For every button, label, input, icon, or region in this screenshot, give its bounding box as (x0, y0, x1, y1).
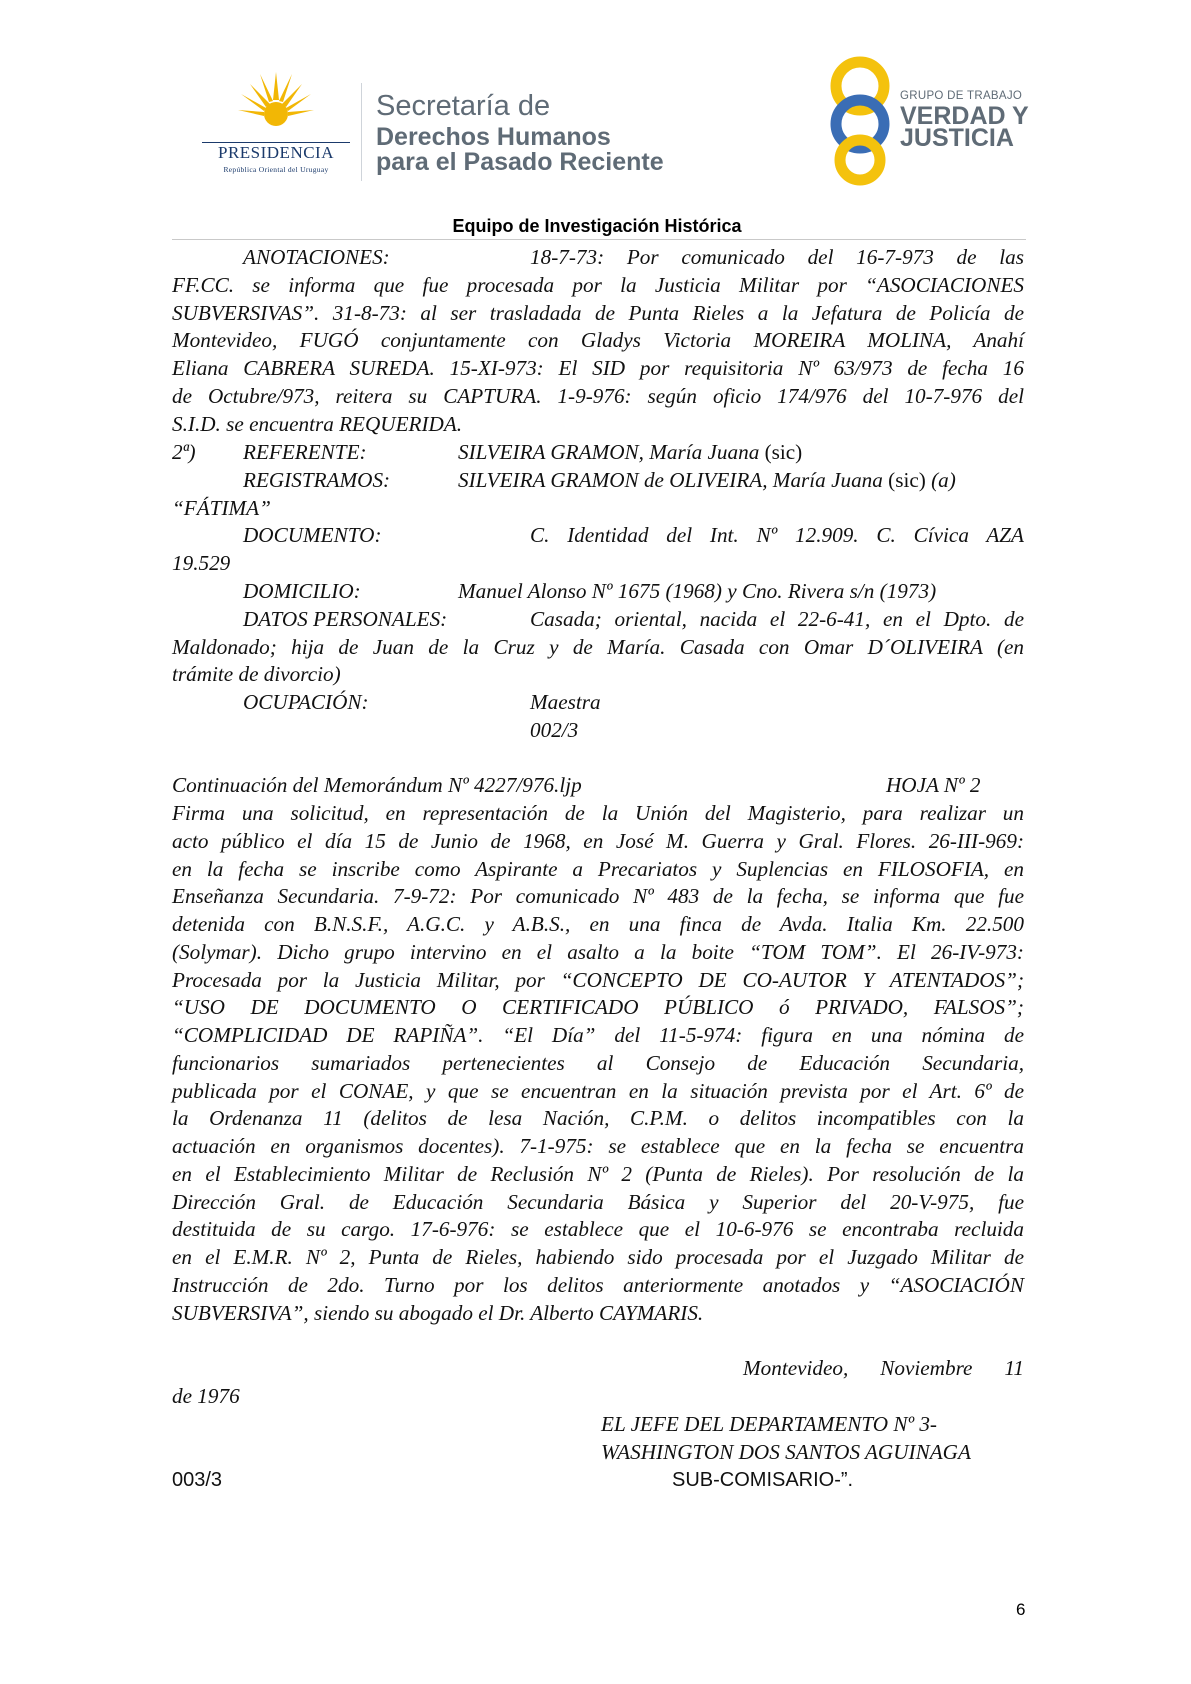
anotaciones-first-line: 18-7-73: Por comunicado del 16-7-973 de las (530, 245, 1024, 269)
continuation-text-line: Dirección Gral. de Educación Secundaria Básica y Superior del 20-V-975, fue (172, 1190, 1024, 1214)
continuation-text-line: en el E.M.R. Nº 2, Punta de Rieles, habiendo sido procesada por el Juzgado Militar de (172, 1245, 1024, 1269)
domicilio-line (172, 577, 1024, 605)
grupo-label-line3: JUSTICIA (900, 124, 1014, 152)
continuation-text-line: acto público el día 15 de Junio de 1968, en José M. Guerra y Gral. Flores. 26-III-969: (172, 829, 1024, 853)
continuation-text-line: Instrucción de 2do. Turno por los delitos anteriormente anotados y “ASOCIACIÓN (172, 1273, 1024, 1297)
referente-value: SILVEIRA GRAMON, María Juana (458, 440, 760, 464)
continuation-text-line: Procesada por la Justicia Militar, por “CONCEPTO DE CO-AUTOR Y ATENTADOS”; (172, 968, 1024, 992)
domicilio-label: DOMICILIO: (243, 579, 361, 603)
datos-personales-text-line: trámite de divorcio) (172, 662, 341, 686)
continuation-text-line: en el Establecimiento Militar de Reclusión Nº 2 (Punta de Rieles). Por resolución de la (172, 1162, 1024, 1186)
continuation-text-line: SUBVERSIVA”, siendo su abogado el Dr. Alberto CAYMARIS. (172, 1301, 704, 1325)
sic-note: (sic) (764, 440, 803, 464)
continuation-text-line: destituida de su cargo. 17-6-976: se establece que el 10-6-976 se encontraba recluida (172, 1217, 1024, 1241)
signature-line-3 (172, 1466, 1024, 1494)
referente-label: REFERENTE: (243, 440, 367, 464)
domicilio-value: Manuel Alonso Nº 1675 (1968) y Cno. Rivera s/n (1973) (458, 579, 937, 603)
anotaciones-text-line: Montevideo, FUGÓ conjuntamente con Gladys Victoria MOREIRA MOLINA, Anahí (172, 328, 1024, 352)
secretaria-title-line1: Secretaría de (376, 90, 551, 122)
signature-line-2 (172, 1438, 1024, 1466)
page-code-line (172, 716, 1024, 744)
sic-note: (sic) (888, 468, 926, 492)
place-date: Montevideo, Noviembre 11 (743, 1356, 1024, 1380)
anotaciones-text-line: FF.CC. se informa que fue procesada por la Justicia Militar por “ASOCIACIONES (172, 273, 1024, 297)
page-number: 6 (1016, 1600, 1026, 1619)
entry-number: 2ª) (172, 440, 196, 464)
date-continuation: de 1976 (172, 1384, 240, 1408)
document-header (0, 0, 1191, 250)
alias-line: “FÁTIMA” (172, 496, 271, 520)
presidencia-logo (196, 70, 356, 180)
anotaciones-text-line: SUBVERSIVAS”. 31-8-73: al ser trasladada de Punta Rieles a la Jefatura de Policía de (172, 301, 1024, 325)
datos-personales-line (172, 605, 1024, 633)
datos-personales-label: DATOS PERSONALES: (243, 607, 448, 631)
registramos-label: REGISTRAMOS: (243, 468, 391, 492)
continuation-text-line: actuación en organismos docentes). 7-1-975: se establece que en la fecha se encuentra (172, 1134, 1024, 1158)
grupo-label-line1: GRUPO DE TRABAJO (900, 90, 1023, 102)
continuation-text-line: funcionarios sumariados pertenecientes al Consejo de Educación Secundaria, (172, 1051, 1024, 1075)
presidencia-subtitle: República Oriental del Uruguay (223, 165, 329, 174)
datos-personales-text-line: Maldonado; hija de Juan de la Cruz y de María. Casada con Omar D´OLIVEIRA (en (172, 635, 1024, 659)
anotaciones-text-line: S.I.D. se encuentra REQUERIDA. (172, 412, 463, 436)
continuation-text-line: Firma una solicitud, en representación de la Unión del Magisterio, para realizar un (172, 801, 1024, 825)
referente-line (172, 438, 1024, 466)
continuation-text-line: la Ordenanza 11 (delitos de lesa Nación, C.P.M. o delitos incompatibles con la (172, 1106, 1024, 1130)
presidencia-label: PRESIDENCIA (217, 143, 334, 162)
signature-name: WASHINGTON DOS SANTOS AGUINAGA (601, 1440, 971, 1464)
continuation-text-line: “COMPLICIDAD DE RAPIÑA”. “El Día” del 11-5-974: figura en una nómina de (172, 1023, 1024, 1047)
page-code: 003/3 (172, 1469, 223, 1491)
continuation-text-line: Enseñanza Secundaria. 7-9-72: Por comunicado Nº 483 de la fecha, se informa que fue (172, 884, 1024, 908)
unit-heading-rule (172, 239, 1026, 240)
grupo-label-line2: VERDAD Y (900, 102, 1029, 130)
documento-label: DOCUMENTO: (243, 523, 382, 547)
continuation-text-line: (Solymar). Dicho grupo intervino en el asalto a la boite “TOM TOM”. El 26-IV-973: (172, 940, 1024, 964)
datos-personales-value: Casada; oriental, nacida el 22-6-41, en el Dpto. de (530, 607, 1024, 631)
anotaciones-text-line: Eliana CABRERA SUREDA. 15-XI-973: El SID por requisitoria Nº 63/973 de fecha 16 (172, 356, 1024, 380)
place-date-line (172, 1354, 1024, 1382)
anotaciones-text-line: de Octubre/973, reitera su CAPTURA. 1-9-976: según oficio 174/976 del 10-7-976 del (172, 384, 1024, 408)
continuation-text-line: publicada por el CONAE, y que se encuentran en la situación prevista por el Art. 6º de (172, 1079, 1024, 1103)
documento-value: C. Identidad del Int. Nº 12.909. C. Cívica AZA (530, 523, 1024, 547)
sun-emblem-icon (236, 70, 316, 140)
documento-line (172, 521, 1024, 549)
signature-line-1 (172, 1410, 1024, 1438)
anotaciones-line (172, 243, 1024, 271)
ocupacion-label: OCUPACIÓN: (243, 690, 369, 714)
page-code: 002/3 (530, 718, 579, 742)
anotaciones-label: ANOTACIONES: (243, 245, 390, 269)
registramos-line (172, 466, 1024, 494)
memorandum-title: Continuación del Memorándum Nº 4227/976.ljp (172, 773, 582, 797)
documento-continuation: 19.529 (172, 551, 231, 575)
unit-heading: Equipo de Investigación Histórica (452, 216, 742, 236)
secretaria-title-line2: Derechos Humanos (376, 123, 611, 151)
alias-prefix: (a) (931, 468, 956, 492)
signature-title: EL JEFE DEL DEPARTAMENTO Nº 3- (601, 1412, 937, 1436)
continuation-text-line: en la fecha se inscribe como Aspirante a Precariatos y Suplencias en FILOSOFIA, en (172, 857, 1024, 881)
header-separator (361, 83, 362, 181)
continuation-text-line: “USO DE DOCUMENTO O CERTIFICADO PÚBLICO ó PRIVADO, FALSOS”; (172, 995, 1024, 1019)
registramos-value: SILVEIRA GRAMON de OLIVEIRA, María Juana (458, 468, 883, 492)
signature-rank: SUB-COMISARIO-”. (672, 1469, 854, 1491)
ocupacion-value: Maestra (530, 690, 601, 714)
continuation-header (172, 771, 1024, 799)
secretaria-title-line3: para el Pasado Reciente (376, 148, 664, 176)
ocupacion-line (172, 688, 1024, 716)
hoja-number: HOJA Nº 2 (886, 773, 981, 797)
continuation-text-line: detenida con B.N.S.F., A.G.C. y A.B.S., en una finca de Avda. Italia Km. 22.500 (172, 912, 1024, 936)
